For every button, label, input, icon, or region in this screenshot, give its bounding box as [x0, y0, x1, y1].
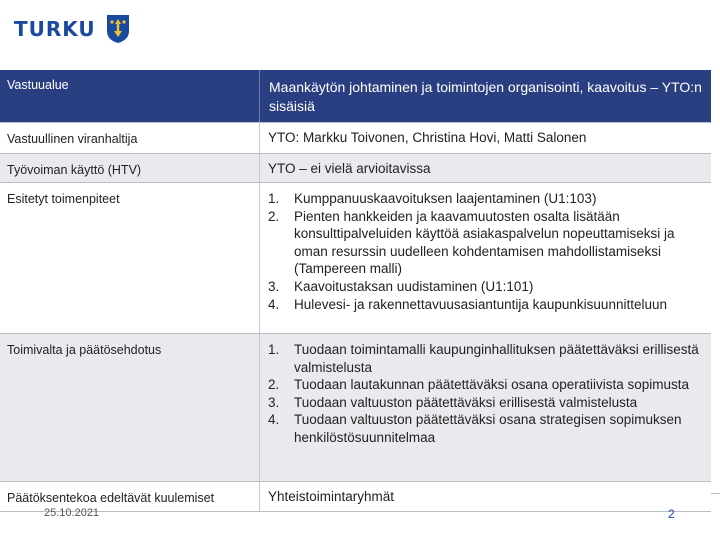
- table-row: [0, 482, 711, 512]
- decision-list: [268, 341, 705, 447]
- turku-logo: [14, 14, 130, 44]
- divider: [711, 493, 720, 494]
- row-label: Vastuullinen viranhaltija: [0, 123, 260, 154]
- list-item: 3. Kaavoitustaksan uudistaminen (U1:101): [268, 278, 534, 294]
- list-item: 3. Tuodaan valtuuston päätettäväksi erillisestä valmistelusta: [268, 394, 638, 410]
- header-label: Vastuualue: [0, 70, 260, 123]
- row-value: Yhteistoimintaryhmät: [260, 482, 712, 512]
- table-row: [0, 123, 711, 154]
- table-row: [0, 154, 711, 183]
- row-label: Toimivalta ja päätösehdotus: [0, 334, 260, 482]
- turku-crest-icon: [106, 14, 130, 44]
- row-value-list: [260, 334, 712, 482]
- list-item: 2. Tuodaan lautakunnan päätettäväksi osana operatiivista sopimusta: [268, 377, 690, 393]
- header-value: Maankäytön johtaminen ja toimintojen organisointi, kaavoitus – YTO:n sisäisiä: [260, 70, 712, 123]
- table-row: [0, 183, 711, 334]
- row-value-list: [260, 183, 712, 334]
- row-label: Päätöksentekoa edeltävät kuulemiset: [0, 482, 260, 512]
- table-header-row: [0, 70, 711, 123]
- list-item: 1. Tuodaan toimintamalli kaupunginhallituksen päätettäväksi erillisestä valmistelusta: [268, 342, 699, 375]
- list-item: 4. Hulevesi- ja rakennettavuusasiantuntija kaupunkisuunnitteluun: [268, 296, 667, 312]
- responsibility-table: [0, 70, 711, 512]
- brand-name: TURKU: [14, 17, 96, 41]
- row-label: Esitetyt toimenpiteet: [0, 183, 260, 334]
- list-item: 2. Pienten hankkeiden ja kaavamuutosten osalta lisätään konsulttipalveluiden käyttöä asiakaspalvelun nopeuttamiseksi ja oman resurssin uudelleen kohdentamisen mahdollistamiseksi (Tampereen malli): [268, 208, 675, 277]
- row-label: Työvoiman käyttö (HTV): [0, 154, 260, 183]
- list-item: 1. Kumppanuuskaavoituksen laajentaminen (U1:103): [268, 191, 597, 206]
- footer-date: 25.10.2021: [44, 507, 100, 519]
- table-row: [0, 334, 711, 482]
- measures-list: [268, 190, 705, 313]
- row-value: YTO – ei vielä arvioitavissa: [260, 154, 712, 183]
- list-item: 4. Tuodaan valtuuston päätettäväksi osana strategisen sopimuksen henkilöstösuunnitelmaa: [268, 412, 682, 445]
- row-value: YTO: Markku Toivonen, Christina Hovi, Matti Salonen: [260, 123, 712, 154]
- page-number: 2: [668, 507, 675, 521]
